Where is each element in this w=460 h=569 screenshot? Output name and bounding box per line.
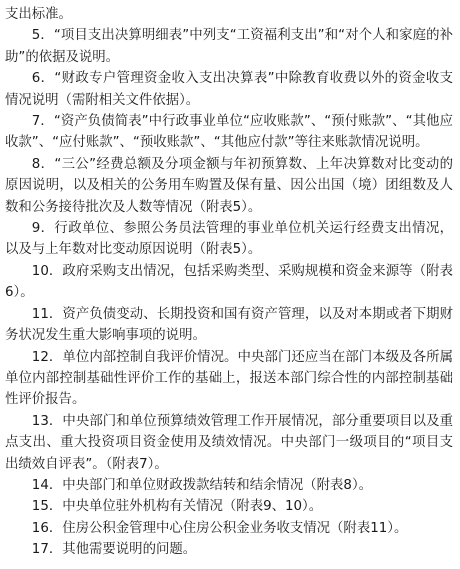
paragraph-item-10: 10．政府采购支出情况，包括采购类型、采购规模和资金来源等（附表6）。 (5, 263, 453, 301)
paragraph-item-9: 9．行政单位、参照公务员法管理的事业单位机关运行经费支出情况，以及与上年数对比变动原因说明（附表5）。 (5, 221, 453, 258)
paragraph-item-13: 13．中央部门和单位预算绩效管理工作开展情况，部分重要项目以及重点支出、重大投资项目资金使用及绩效情况。中央部门一级项目的“项目支出绩效自评表”。（附表7）。 (5, 413, 453, 472)
paragraph-item-14: 14．中央部门和单位财政拨款结转和结余情况（附表8）。 (31, 477, 373, 493)
document-body (5, 4, 453, 561)
paragraph-item-8: 8．“三公”经费总额及分项金额与年初预算数、上年决算数对比变动的原因说明，以及相关的公务用车购置及保有量、因公出国（境）团组数及人数和公务接待批次及人数等情况（附表5）。 (5, 156, 453, 215)
paragraph-continuation: 支出标准。 (5, 7, 72, 22)
paragraph-item-16: 16．住房公积金管理中心住房公积金业务收支情况（附表11）。 (31, 520, 408, 536)
paragraph-item-5: 5．“项目支出决算明细表”中列支“工资福利支出”和“对个人和家庭的补助”的依据及说明。 (5, 28, 453, 65)
paragraph-item-6: 6．“财政专户管理资金收入支出决算表”中除教育收费以外的资金收支情况说明（需附相关文件依据）。 (5, 71, 453, 108)
paragraph-item-12: 12．单位内部控制自我评价情况。中央部门还应当在部门本级及各所属单位内部控制基础性评价工作的基础上，报送本部门综合性的内部控制基础性评价报告。 (5, 349, 453, 408)
paragraph-item-11: 11．资产负债变动、长期投资和国有资产管理，以及对本期或者下期财务状况发生重大影响事项的说明。 (5, 306, 453, 344)
paragraph-item-17: 17．其他需要说明的问题。 (31, 542, 197, 558)
paragraph-item-7: 7．“资产负债简表”中行政事业单位“应收账款”、“预付账款”、“其他应收款”、“应付账款”、“预收账款”、“其他应付款”等往来账款情况说明。 (5, 114, 453, 151)
paragraph-item-15: 15．中央单位驻外机构有关情况（附表9、10）。 (31, 499, 323, 515)
